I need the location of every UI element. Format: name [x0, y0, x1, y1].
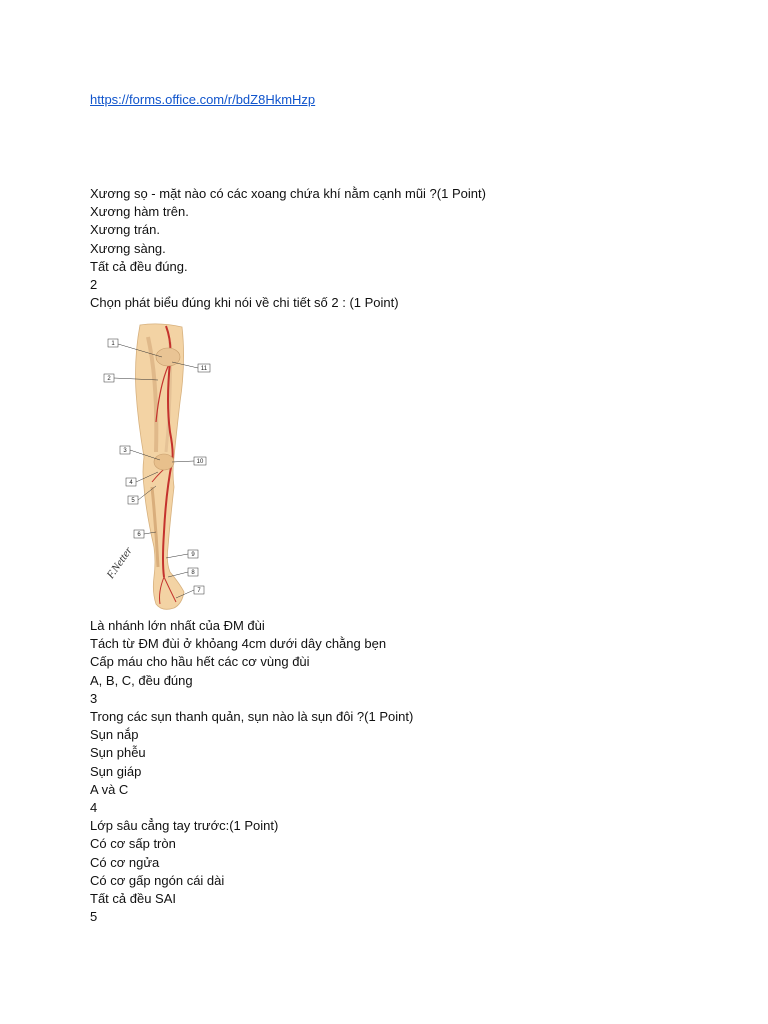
question-number: 2 — [90, 277, 98, 293]
hip-region — [156, 348, 180, 366]
option-line: Xương hàm trên. — [90, 204, 189, 220]
option-line: Cấp máu cho hầu hết các cơ vùng đùi — [90, 654, 310, 670]
question-4: Lớp sâu cẳng tay trước:(1 Point) — [90, 818, 279, 834]
option-line: Có cơ gấp ngón cái dài — [90, 872, 225, 888]
question-number: 5 — [90, 909, 98, 925]
svg-text:2: 2 — [107, 376, 111, 382]
option-line: Sụn nắp — [90, 727, 139, 743]
question-3: Trong các sụn thanh quản, sụn nào là sụn đôi ?(1 Point) — [90, 709, 414, 725]
svg-text:1: 1 — [111, 341, 115, 347]
option-line: Có cơ ngửa — [90, 854, 160, 870]
option-line: Tách từ ĐM đùi ở khỏang 4cm dưới dây chằng bẹn — [90, 636, 387, 652]
svg-text:6: 6 — [137, 532, 141, 538]
option-line: Tất cả đều SAI — [90, 891, 176, 907]
svg-text:8: 8 — [191, 570, 195, 576]
question-block-1 — [90, 185, 486, 312]
knee-joint — [154, 454, 174, 470]
option-line: Tất cả đều đúng. — [90, 258, 188, 274]
label-9 — [166, 550, 198, 558]
label-8 — [168, 568, 198, 577]
svg-text:3: 3 — [123, 448, 127, 454]
svg-text:4: 4 — [129, 480, 133, 486]
leg-anatomy-svg — [100, 322, 220, 612]
option-line: Xương sàng. — [90, 240, 166, 256]
option-line: A và C — [90, 781, 129, 797]
option-line: Là nhánh lớn nhất của ĐM đùi — [90, 618, 265, 633]
question-block-2 — [90, 617, 413, 926]
svg-text:5: 5 — [131, 498, 135, 504]
svg-text:10: 10 — [196, 459, 204, 465]
option-line: A, B, C, đều đúng — [90, 672, 193, 688]
question-number: 4 — [90, 800, 98, 816]
option-line: Sụn giáp — [90, 763, 142, 779]
svg-text:9: 9 — [191, 552, 195, 558]
svg-text:11: 11 — [200, 366, 208, 372]
label-10 — [172, 457, 206, 465]
netter-signature: F.Netter — [104, 544, 135, 581]
form-link[interactable]: https://forms.office.com/r/bdZ8HkmHzp — [90, 92, 316, 107]
leg-artery-illustration — [100, 322, 220, 612]
svg-text:7: 7 — [197, 588, 201, 594]
question-2: Chọn phát biểu đúng khi nói về chi tiết số 2 : (1 Point) — [90, 295, 399, 311]
question-number: 3 — [90, 690, 98, 706]
question-1: Xương sọ - mặt nào có các xoang chứa khí nằm cạnh mũi ?(1 Point) — [90, 186, 486, 201]
option-line: Sụn phễu — [90, 745, 146, 761]
option-line: Xương trán. — [90, 222, 160, 238]
option-line: Có cơ sấp tròn — [90, 836, 176, 852]
